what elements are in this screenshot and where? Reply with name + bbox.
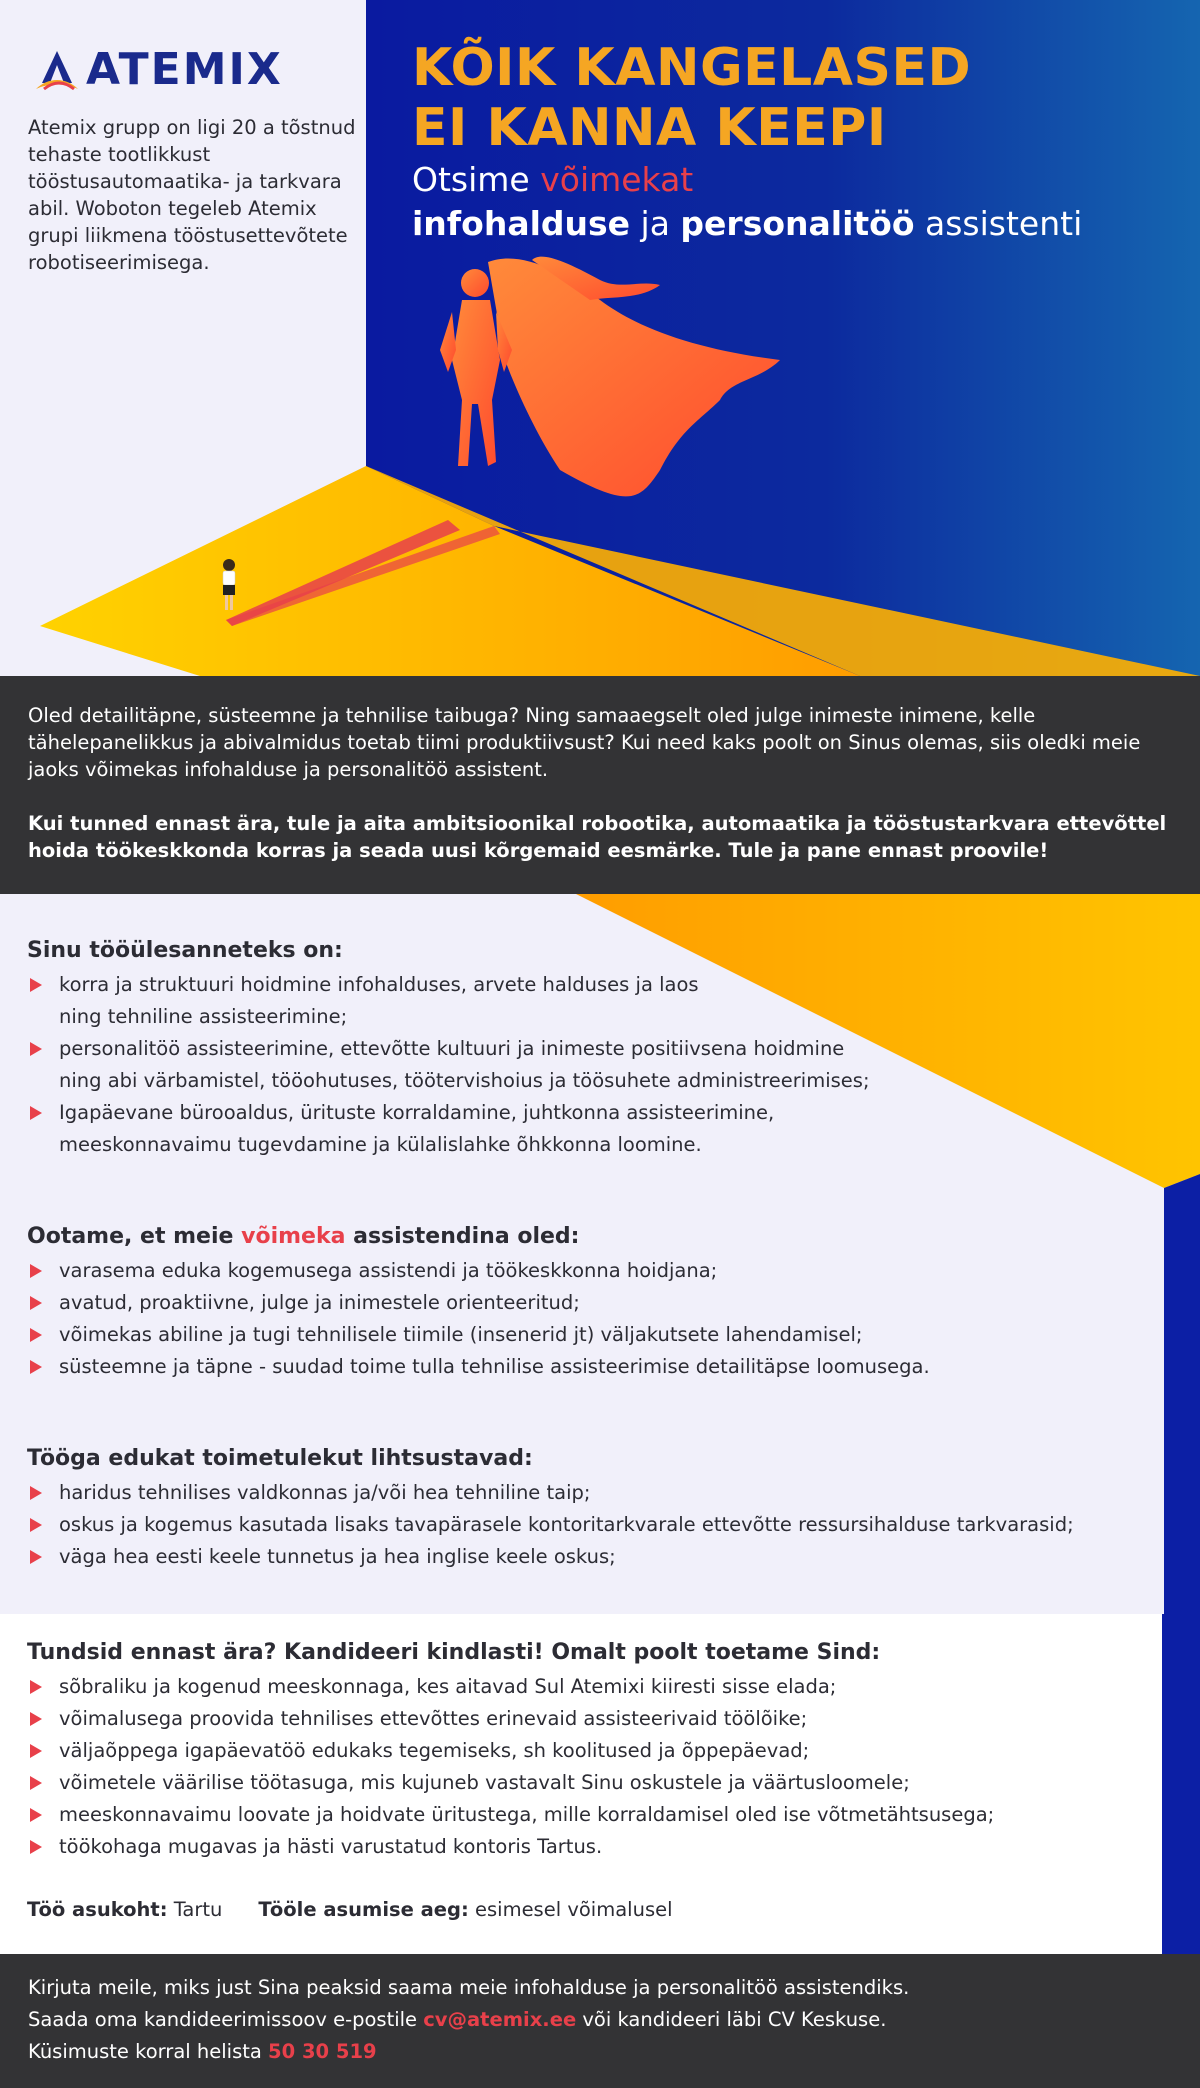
bullet-arrow-icon <box>30 1360 42 1374</box>
location-value: Tartu <box>167 1898 223 1921</box>
offer-section <box>27 1640 994 1863</box>
requirements-area <box>0 894 1200 1614</box>
start-label: Tööle asumise aeg: <box>258 1898 469 1921</box>
expectations-title: Ootame, et meie võimeka assistendina oled: <box>27 1224 580 1249</box>
list-item: sõbraliku ja kogenud meeskonnaga, kes aitavad Sul Atemixi kiiresti sisse elada; <box>27 1671 994 1703</box>
company-intro: Atemix grupp on ligi 20 a tõstnud tehaste tootlikkust tööstusautomaatika- ja tarkvara abil. Woboton tegeleb Atemix grupi liikmena tööstusettevõtete robotiseerimisega. <box>28 116 356 274</box>
expectations-list <box>27 1255 930 1383</box>
headline-line-2: EI KANNA KEEPI <box>412 98 887 158</box>
navy-side-bar <box>1162 1614 1200 1954</box>
list-item-continuation: ning tehniline assisteerimine; <box>59 1005 348 1028</box>
intro-bold-paragraph: Kui tunned ennast ära, tule ja aita ambitsioonikal robootika, automaatika ja tööstustarkvara ettevõttel hoida töökeskkonda korras ja seada uusi kõrgemaid eesmärke. Tule ja pane ennast proovile! <box>28 812 1167 862</box>
offer-list <box>27 1671 994 1863</box>
phone-link[interactable]: 50 30 519 <box>268 2040 377 2063</box>
location-label: Töö asukoht: <box>27 1898 168 1921</box>
headline-line-1: KÕIK KANGELASED <box>412 38 972 98</box>
duties-title: Sinu tööülesanneteks on: <box>27 938 343 963</box>
bullet-arrow-icon <box>30 1550 42 1564</box>
list-item: personalitöö assisteerimine, ettevõtte kultuuri ja inimeste positiivsena hoidmine <box>27 1033 870 1065</box>
list-item: oskus ja kogemus kasutada lisaks tavapärasele kontoritarkvarale ettevõtte ressursihalduse tarkvarasid; <box>27 1509 1074 1541</box>
bullet-arrow-icon <box>30 1042 42 1056</box>
bullet-arrow-icon <box>30 1840 42 1854</box>
offer-area <box>0 1614 1200 1954</box>
subheading-conj: ja <box>630 204 681 243</box>
expectations-section <box>27 1224 930 1383</box>
job-subheading <box>412 158 1082 246</box>
contact-footer <box>0 1954 1200 2088</box>
list-item: meeskonnavaimu loovate ja hoidvate üritustega, mille korraldamisel oled ise võtmetähtsusega; <box>27 1799 994 1831</box>
bullet-arrow-icon <box>30 1808 42 1822</box>
list-item: avatud, proaktiivne, julge ja inimestele orienteeritud; <box>27 1287 930 1319</box>
bullet-arrow-icon <box>30 978 42 992</box>
list-item: võimalusega proovida tehnilises ettevõttes erinevaid assisteerivaid töölõike; <box>27 1703 994 1735</box>
list-item: väga hea eesti keele tunnetus ja hea inglise keele oskus; <box>27 1541 1074 1573</box>
bullet-arrow-icon <box>30 1712 42 1726</box>
bullet-arrow-icon <box>30 1744 42 1758</box>
helpful-skills-list <box>27 1477 1074 1573</box>
atemix-logo <box>34 44 283 95</box>
intro-paragraph: Oled detailitäpne, süsteemne ja tehnilise taibuga? Ning samaaegselt oled julge inimeste inimene, kelle tähelepanelikkus ja abivalmidus toetab tiimi produktiivsust? Kui need kaks poolt on Sinus olemas, siis oledki meie jaoks võimekas infohalduse ja personalitöö assistent. <box>28 704 1141 781</box>
list-item: haridus tehnilises valdkonnas ja/või hea tehniline taip; <box>27 1477 1074 1509</box>
list-item: Igapäevane bürooaldus, ürituste korraldamine, juhtkonna assisteerimine, <box>27 1097 870 1129</box>
bullet-arrow-icon <box>30 1680 42 1694</box>
list-item: väljaõppega igapäevatöö edukaks tegemiseks, sh koolitused ja õppepäevad; <box>27 1735 994 1767</box>
footer-line-2: Saada oma kandideerimissoov e-postile cv@atemix.ee või kandideeri läbi CV Keskuse. <box>28 2008 887 2031</box>
bullet-arrow-icon <box>30 1296 42 1310</box>
list-item: võimekas abiline ja tugi tehnilisele tiimile (insenerid jt) väljakutsete lahendamisel; <box>27 1319 930 1351</box>
list-item: varasema eduka kogemusega assistendi ja töökeskkonna hoidjana; <box>27 1255 930 1287</box>
navy-side-bar <box>1164 1174 1200 1614</box>
bullet-arrow-icon <box>30 1518 42 1532</box>
start-value: esimesel võimalusel <box>468 1898 673 1921</box>
atemix-logo-mark-icon <box>34 49 80 91</box>
list-item: töökohaga mugavas ja hästi varustatud kontoris Tartus. <box>27 1831 994 1863</box>
bullet-arrow-icon <box>30 1106 42 1120</box>
email-link[interactable]: cv@atemix.ee <box>423 2008 577 2031</box>
subheading-accent: võimekat <box>540 160 694 199</box>
bullet-arrow-icon <box>30 1328 42 1342</box>
bullet-arrow-icon <box>30 1486 42 1500</box>
footer-line-1: Kirjuta meile, miks just Sina peaksid saama meie infohalduse ja personalitöö assistendiks. <box>28 1976 910 1999</box>
job-meta <box>27 1898 673 1921</box>
bullet-arrow-icon <box>30 1776 42 1790</box>
offer-title: Tundsid ennast ära? Kandideeri kindlasti! Omalt poolt toetame Sind: <box>27 1640 881 1665</box>
page-headline <box>412 38 971 158</box>
duties-section <box>27 938 870 1161</box>
hero-banner <box>0 0 1200 676</box>
footer-line-3: Küsimuste korral helista 50 30 519 <box>28 2040 377 2063</box>
list-item: võimetele väärilise töötasuga, mis kujuneb vastavalt Sinu oskustele ja väärtusloomele; <box>27 1767 994 1799</box>
bullet-arrow-icon <box>30 1264 42 1278</box>
subheading-bold-2: personalitöö <box>680 204 915 243</box>
list-item: korra ja struktuuri hoidmine infohalduses, arvete halduses ja laos <box>27 969 870 1001</box>
duties-list <box>27 969 870 1161</box>
subheading-bold-1: infohalduse <box>412 204 631 243</box>
subheading-text: Otsime <box>412 160 541 199</box>
helpful-skills-section <box>27 1446 1074 1573</box>
list-item-continuation: ning abi värbamistel, tööohutuses, töötervishoius ja töösuhete administreerimises; <box>59 1069 870 1092</box>
list-item: süsteemne ja täpne - suudad toime tulla tehnilise assisteerimise detailitäpse loomusega. <box>27 1351 930 1383</box>
subheading-end: assistenti <box>914 204 1083 243</box>
intro-band <box>0 676 1200 894</box>
helpful-skills-title: Tööga edukat toimetulekut lihtsustavad: <box>27 1446 533 1471</box>
list-item-continuation: meeskonnavaimu tugevdamine ja külalislahke õhkkonna loomine. <box>59 1133 702 1156</box>
logo-wordmark: ATEMIX <box>86 44 283 95</box>
